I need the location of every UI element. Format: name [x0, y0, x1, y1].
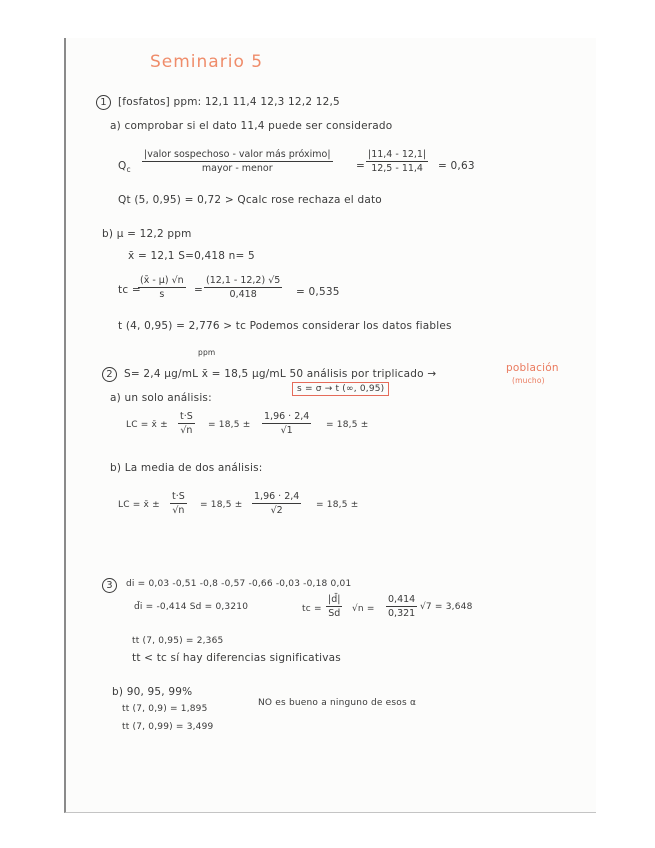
ex1-b-heading: b) μ = 12,2 ppm — [102, 228, 192, 240]
ex1-b-conclusion: t (4, 0,95) = 2,776 > tc Podemos considerar los datos fiables — [118, 320, 452, 332]
ex1-tc-result: = 0,535 — [296, 286, 340, 298]
ex1-q-conclusion: Qt (5, 0,95) = 0,72 > Qcalc rose rechaza el dato — [118, 194, 382, 206]
page-title: Seminario 5 — [150, 52, 264, 72]
ex3-tc-fraction — [326, 594, 342, 619]
ex2-b-heading: b) La media de dos análisis: — [110, 462, 263, 474]
ex3-tc-label: tc = — [302, 604, 322, 614]
ex2-b-fraction — [170, 491, 187, 516]
ex2-a-end: = 18,5 ± — [326, 420, 369, 430]
ex3-b-heading: b) 90, 95, 99% — [112, 686, 193, 698]
ex1-q-fraction — [142, 149, 333, 174]
ex1-tc-label: tc = — [118, 284, 141, 296]
ex3-tc-numerator: |d̄| — [328, 594, 341, 605]
ex2-a-mid: = 18,5 ± — [208, 420, 251, 430]
ex1-tc-denominator-values: 0,418 — [229, 289, 257, 300]
ex3-d-line: di = 0,03 -0,51 -0,8 -0,57 -0,66 -0,03 -0,18 0,01 — [126, 579, 352, 589]
ex1-q-numerator-values: |11,4 - 12,1| — [368, 149, 427, 160]
ex2-stats-line: S= 2,4 μg/mL x̄ = 18,5 μg/mL 50 análisis por triplicado → — [124, 368, 437, 380]
ex2-b-numerator-values: 1,96 · 2,4 — [254, 491, 300, 502]
ex3-conclusion: tt < tc sí hay diferencias significativas — [132, 652, 341, 664]
ex2-a-numerator: t·S — [180, 411, 193, 422]
ex2-ppm-note: ppm — [198, 348, 216, 357]
ex2-b-denominator-values: √2 — [270, 505, 283, 516]
ex1-tc-numerator: (x̄ - μ) √n — [140, 275, 184, 286]
ex2-a-denominator: √n — [180, 425, 193, 436]
ex3-tc-denominator: Sd — [328, 608, 341, 619]
ex1-q-label: $Q_c$ — [118, 160, 131, 175]
ex3-b-t1: tt (7, 0,9) = 1,895 — [122, 704, 208, 714]
ex2-b-lc: LC = x̄ ± — [118, 500, 160, 510]
notebook-page — [64, 38, 596, 813]
ex3-dbar: d̄i = -0,414 Sd = 0,3210 — [134, 602, 249, 612]
ex1-q-fraction-values — [366, 149, 428, 174]
ex3-tt: tt (7, 0,95) = 2,365 — [132, 636, 224, 646]
ex1-data-line: [fosfatos] ppm: 12,1 11,4 12,3 12,2 12,5 — [118, 96, 340, 108]
ex2-b-numerator: t·S — [172, 491, 185, 502]
ex2-b-fraction-values — [252, 491, 301, 516]
ex1-tc-numerator-values: (12,1 - 12,2) √5 — [206, 275, 281, 286]
ex1-tc-equals: = — [194, 284, 203, 296]
ex3-tc-mid: √n = — [352, 604, 375, 614]
ex2-b-denominator: √n — [172, 505, 185, 516]
exercise-3-number: 3 — [102, 578, 117, 593]
exercise-2-number: 2 — [102, 367, 117, 382]
ex2-poblacion: población — [506, 362, 559, 374]
ex2-b-mid: = 18,5 ± — [200, 500, 243, 510]
ex2-a-lc: LC = x̄ ± — [126, 420, 168, 430]
ex1-tc-denominator: s — [159, 289, 165, 300]
ex1-tc-fraction — [138, 275, 186, 300]
ex1-tc-fraction-values — [204, 275, 282, 300]
ex1-b-stats: x̄ = 12,1 S=0,418 n= 5 — [128, 250, 255, 262]
ex2-boxed-note: s = σ → t (∞, 0,95) — [292, 382, 389, 396]
ex1-q-denominator-values: 12,5 - 11,4 — [371, 163, 423, 174]
exercise-1-number: 1 — [96, 95, 111, 110]
ex3-tc-fraction-values — [386, 594, 417, 619]
ex2-a-heading: a) un solo análisis: — [110, 392, 212, 404]
ex3-tc-denominator-values: 0,321 — [388, 608, 416, 619]
ex1-q-denominator: mayor - menor — [201, 163, 273, 174]
ex2-a-numerator-values: 1,96 · 2,4 — [264, 411, 310, 422]
ex2-a-denominator-values: √1 — [280, 425, 293, 436]
ex3-b-note: NO es bueno a ninguno de esos α — [258, 698, 417, 708]
ex1-q-numerator: |valor sospechoso - valor más próximo| — [144, 149, 331, 160]
ex3-b-t2: tt (7, 0,99) = 3,499 — [122, 722, 214, 732]
ex1-q-equals: = — [356, 160, 365, 172]
ex2-mucho: (mucho) — [512, 376, 545, 385]
ex2-a-fraction — [178, 411, 195, 436]
ex1-q-result: = 0,63 — [438, 160, 475, 172]
ex2-a-fraction-values — [262, 411, 311, 436]
ex3-tc-numerator-values: 0,414 — [388, 594, 416, 605]
ex3-tc-end: √7 = 3,648 — [420, 602, 473, 612]
ex2-b-end: = 18,5 ± — [316, 500, 359, 510]
ex1-a-heading: a) comprobar si el dato 11,4 puede ser considerado — [110, 120, 393, 132]
